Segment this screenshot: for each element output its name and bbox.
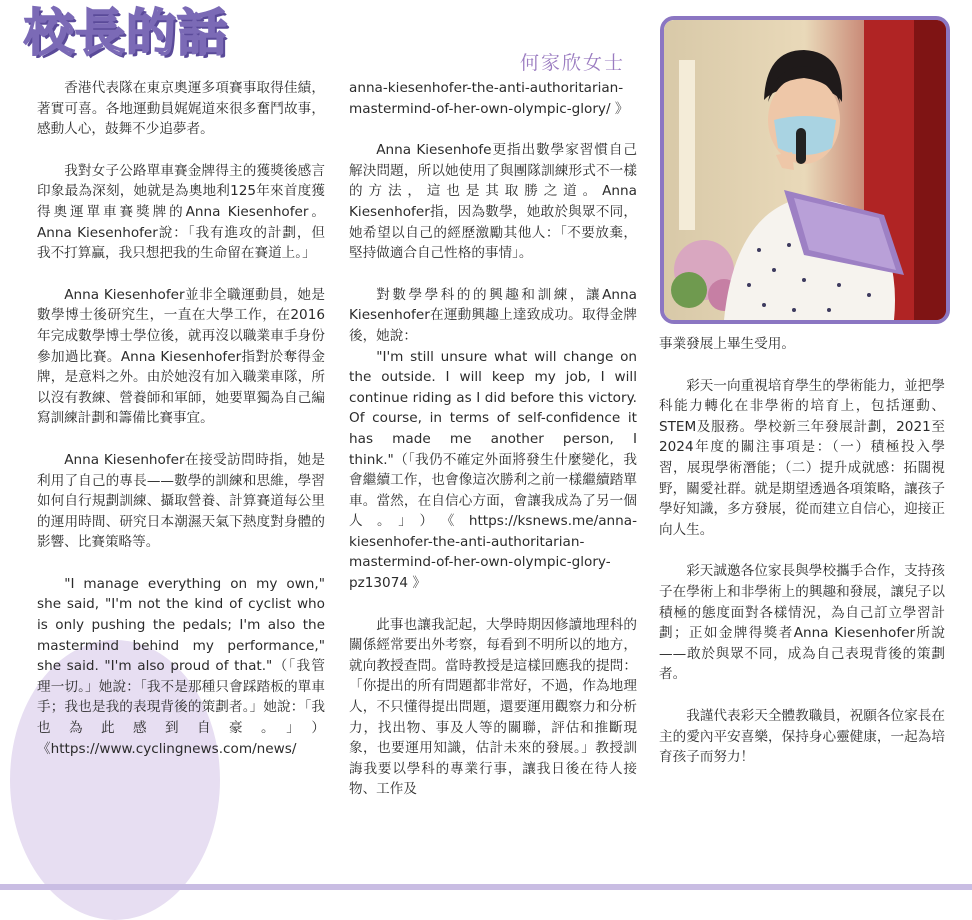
paragraph: Anna Kiesenhofe更指出數學家習慣自己解決問題，所以她使用了與團隊訓練形式不一樣的方法，這也是其取勝之道。Anna Kiesenhofer指，因為數學，她敢於與眾不同，她希望以自己的經歷激勵其他人：「不要放棄，堅持做適合自己性格的事情」。 <box>349 142 637 262</box>
paragraph: 我謹代表彩天全體教職員，祝願各位家長在主的愛內平安喜樂，保持身心靈健康，一起為培育孩子而努力！ <box>659 707 945 766</box>
paragraph: 彩天一向重視培育學生的學術能力，並把學科能力轉化在非學術的培育上，包括運動、STEM及服務。學校新三年發展計劃，2021至2024年度的關注事項是：（一）積極投入學習，展現學術潛能；（二）提升成就感：拓闊視野，關愛社群。就是期望透過各項策略，讓孩子學好知識，多方發展，從而建立自信心，迎接正向人生。 <box>659 377 945 538</box>
paragraph: 此事也讓我記起，大學時期因修讀地理科的關係經常要出外考察，每看到不明所以的地方，就向教授查問。當時教授是這樣回應我的提問：「你提出的所有問題都非常好，不過，作為地理人，不只懂得提出問題，還要運用觀察力和分析力，找出物、事及人等的關聯，評估和推斷現象，也要運用知識，估計未來的發展。」教授訓誨我要以學科的專業行事，讓我日後在待人接物、工作及 <box>349 616 637 798</box>
speaker-photo <box>660 16 950 324</box>
paragraph: "I'm still unsure what will change on the outside. I will keep my job, I will continue riding as I did before this victory. Of course, in terms of self-confidence it has made me another person, I think."（「我仍不確定外面將發生什麼變化，我會繼續工作，也會像這次勝利之前一樣繼續踏單車。當然，在自信心方面，會讓我成為了另一個人。」）《https://ksnews.me/anna-kiesenhofer-the-anti-authoritarian-mastermind-of-her-own-olympic-glory-pz13074 》 <box>349 348 637 592</box>
paragraph: Anna Kiesenhofer在接受訪問時指，她是利用了自己的專長——數學的訓練和思維，學習如何自行規劃訓練、攝取營養、計算賽道每公里的運用時間、研究日本潮濕天氣下熱度對身體的影響、比賽策略等。 <box>37 451 325 551</box>
page-title: 校長的話 <box>24 4 228 62</box>
paragraph: anna-kiesenhofer-the-anti-authoritarian-mastermind-of-her-own-olympic-glory/ 》 <box>349 80 629 117</box>
paragraph: 對數學學科的的興趣和訓練，讓Anna Kiesenhofer在運動興趣上達致成功。取得金牌後，她說： <box>349 286 637 344</box>
photo-illustration <box>664 20 946 320</box>
footer-bar <box>0 884 972 890</box>
column-1 <box>37 78 325 759</box>
paragraph: 我對女子公路單車賽金牌得主的獲獎後感言印象最為深刻，她就是為奧地利125年來首度獲得奧運單車賽獎牌的Anna Kiesenhofer。Anna Kiesenhofer說：「我有進攻的計劃，但我不打算贏，我只想把我的生命留在賽道上。」 <box>37 162 325 262</box>
paragraph: Anna Kiesenhofer並非全職運動員，她是數學博士後研究生，一直在大學工作，在2016年完成數學博士學位後，就再沒以職業車手身份參加過比賽。Anna Kiesenhofer指對於奪得金牌，是意料之外。由於她沒有加入職業車隊，所以沒有教練、營養師和軍師，她要單獨為自己編寫訓練計劃和籌備比賽事宜。 <box>37 286 325 427</box>
paragraph: 彩天誠邀各位家長與學校攜手合作，支持孩子在學術上和非學術上的興趣和發展，讓兒子以積極的態度面對各樣情況，為自己訂立學習計劃；正如金牌得獎者Anna Kiesenhofer所說——敢於與眾不同，成為自己表現背後的策劃者。 <box>659 563 945 683</box>
paragraph: 香港代表隊在東京奧運多項賽事取得佳績，著實可喜。各地運動員娓娓道來很多奮鬥故事，感動人心，鼓舞不少追夢者。 <box>37 80 325 138</box>
column-3 <box>659 334 945 789</box>
paragraph: "I manage everything on my own," she said, "I'm not the kind of cyclist who is only pushing the pedals; I'm also the mastermind behind my performance," she said. "I'm also proud of that."（「我管理一切。」她說：「我不是那種只會踩踏板的單車手；我也是我的表現背後的策劃者。」她說：「我也為此感到自豪。」）《https://www.cyclingnews.com/news/ <box>37 575 325 757</box>
author-name: 何家欣女士 <box>520 52 626 74</box>
column-2 <box>349 78 637 800</box>
paragraph: 事業發展上畢生受用。 <box>659 336 795 352</box>
